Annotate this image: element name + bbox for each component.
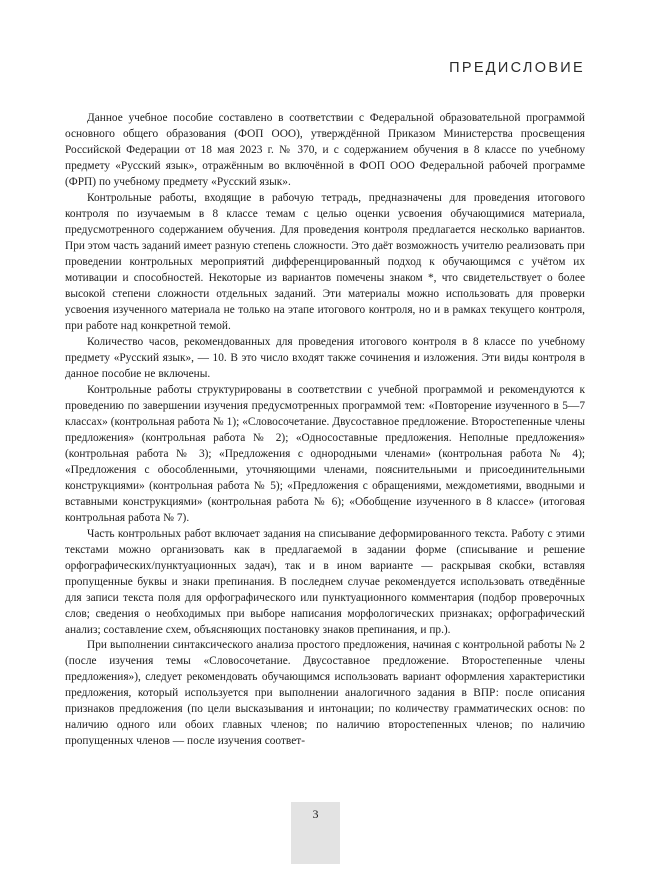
page-header <box>65 56 585 80</box>
page-number: 3 <box>312 807 319 821</box>
page-title: ПРЕДИСЛОВИЕ <box>449 60 585 76</box>
body-paragraph: Контрольные работы, входящие в рабочую тетрадь, предназначены для проведения итогового контроля по изучаемым в 8 классе темам с целью оценки усвоения обучающимися материала, предусмотренного содержанием обучения. Для проведения контроля предлагается несколько вариантов. При этом часть заданий имеет разную степень сложности. Это даёт возможность учителю реализовать при проведении контрольных мероприятий дифференцированный подход к обучающимся с учётом их мотивации и способностей. Некоторые из вариантов помечены знаком *, что свидетельствует о более высокой степени сложности отдельных заданий. Эти материалы можно использовать для проверки усвоения изученного материала не только на этапе итогового контроля, но и в рамках текущего контроля, при работе над конкретной темой. <box>65 191 585 332</box>
body-paragraph: Контрольные работы структурированы в соответствии с учебной программой и рекомендуются к проведению по завершении изучения предусмотренных программой тем: «Повторение изученного в 5—7 классах» (контрольная работа № 1); «Словосочетание. Двусоставное предложение. Второстепенные члены предложения» (контрольная работа № 2); «Односоставные предложения. Неполные предложения» (контрольная работа № 3); «Предложения с однородными членами» (контрольная работа № 4); «Предложения с обособленными, уточняющими членами, пояснительными и присоединительными конструкциями» (контрольная работа № 5); «Предложения с обращениями, междометиями, вводными и вставными конструкциями» (контрольная работа № 6); «Обобщение изученного в 8 классе» (итоговая контрольная работа № 7). <box>65 383 585 524</box>
body-paragraph: При выполнении синтаксического анализа простого предложения, начиная с контрольной работы № 2 (после изучения темы «Словосочетание. Двусоставное предложение. Второстепенные члены предложения»), следует рекомендовать обучающимся использовать вариант оформления характеристики предложения, который используется при выполнении аналогичного задания в ВПР: после описания признаков предложения (по цели высказывания и интонации; по количеству грамматических основ: по наличию одного или обоих главных членов; по наличию второстепенных членов; по наличию пропущенных членов — после изучения соответ- <box>65 639 585 748</box>
body-paragraph: Количество часов, рекомендованных для проведения итогового контроля в 8 классе по учебному предмету «Русский язык», — 10. В это число входят также сочинения и изложения. Эти виды контроля в данное пособие не включены. <box>65 335 585 380</box>
body-paragraph: Данное учебное пособие составлено в соответствии с Федеральной образовательной программой основного общего образования (ФОП ООО), утверждённой Приказом Министерства просвещения Российской Федерации от 18 мая 2023 г. № 370, и с содержанием обучения в 8 классе по учебному предмету «Русский язык», отражённым во включённой в ФОП ООО Федеральной рабочей программе (ФРП) по учебному предмету «Русский язык». <box>65 112 585 188</box>
body-text-block <box>65 111 585 750</box>
body-paragraph: Часть контрольных работ включает задания на списывание деформированного текста. Работу с этими текстами можно организовать как в предлагаемой в задании форме (списывание и решение орфографических/пунктуационных задач), так и в ином варианте — раскрывая скобки, вставляя пропущенные буквы и знаки препинания. В последнем случае рекомендуется использовать отведённые для записи текста поля для орфографического или пунктуационного комментария (подбор проверочных слов; сведения о необходимых при выборе написания морфологических признаках; орфографический анализ; составление схем, объясняющих постановку знаков препинания, и пр.). <box>65 527 585 636</box>
